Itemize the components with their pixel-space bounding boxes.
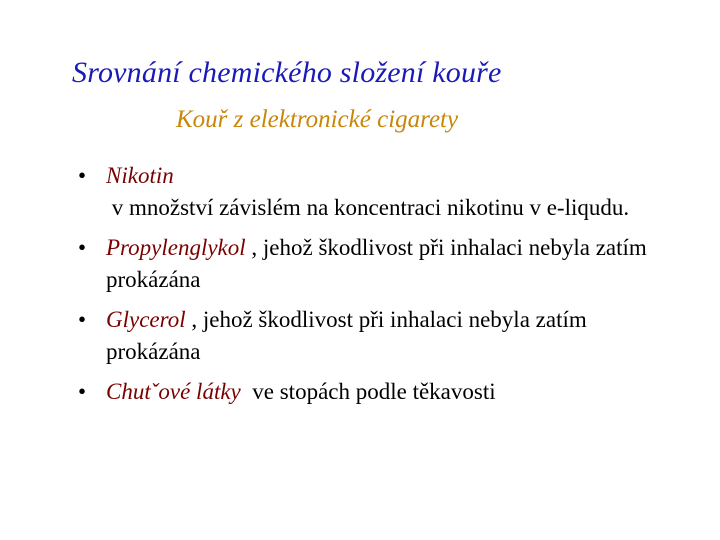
slide-subtitle: Kouř z elektronické cigarety — [176, 106, 459, 133]
bullet-item-propylenglykol — [78, 232, 678, 296]
bullet-text: v množství závislém na koncentraci nikotinu v e-liqudu. — [106, 195, 630, 220]
bullet-term: Propylenglykol — [106, 235, 246, 260]
bullet-text: , jehož škodlivost při inhalaci nebyla zatím prokázána — [106, 235, 647, 292]
bullet-text: , jehož škodlivost při inhalaci nebyla zatím prokázána — [106, 307, 587, 364]
bullet-item-glycerol — [78, 304, 678, 368]
bullet-term: Nikotin — [106, 163, 174, 188]
bullet-dot: • — [78, 235, 87, 260]
bullet-item-nikotin — [78, 160, 678, 224]
bullet-term: Glycerol — [106, 307, 186, 332]
bullet-dot: • — [78, 307, 87, 332]
bullet-dot: • — [78, 163, 87, 188]
bullet-list — [78, 160, 678, 416]
slide-title: Srovnání chemického složení kouře — [72, 56, 502, 89]
bullet-item-chutove-latky — [78, 376, 678, 408]
bullet-text: ve stopách podle těkavosti — [240, 379, 496, 404]
bullet-dot: • — [78, 379, 87, 404]
bullet-term: Chutˇové látky — [106, 379, 241, 404]
